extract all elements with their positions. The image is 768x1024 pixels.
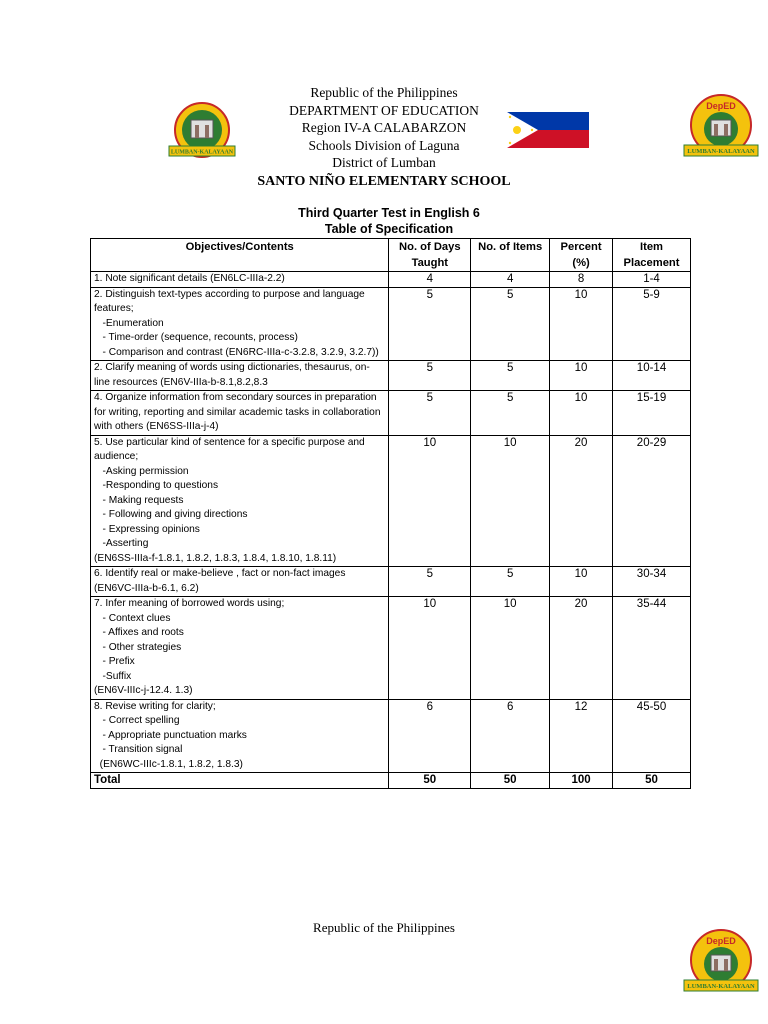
school-name: SANTO NIÑO ELEMENTARY SCHOOL: [257, 173, 511, 189]
placement-cell: 35-44: [613, 597, 691, 700]
logo-right-ribbon-text: LUMBAN-KALAYAAN: [687, 148, 755, 155]
objective-cell: 4. Organize information from secondary sources in preparation for writing, reporting and similar academic tasks in collaboration with others (EN6SS-IIIa-j-4): [91, 391, 389, 436]
next-page-header: Republic of the Philippines: [313, 920, 455, 935]
table-row: [91, 361, 691, 391]
objective-cell: 7. Infer meaning of borrowed words using; - Context clues - Affixes and roots - Other strategies - Prefix -Suffix (EN6V-IIIc-j-12.4. 1.3): [91, 597, 389, 700]
placement-cell: 1-4: [613, 272, 691, 288]
table-title: Table of Specification: [324, 222, 454, 236]
header-line-department: DEPARTMENT OF EDUCATION: [289, 102, 479, 118]
header-line-republic: Republic of the Philippines: [310, 85, 458, 100]
total-days: 50: [389, 773, 471, 789]
table-of-specification: [90, 238, 691, 789]
items-cell: 10: [471, 435, 550, 567]
header-items: No. of Items: [471, 239, 550, 272]
table-row: [91, 567, 691, 597]
objective-cell: 8. Revise writing for clarity; - Correct spelling - Appropriate punctuation marks - Transition signal (EN6WC-IIIc-1.8.1, 1.8.2, 1.8.3): [91, 699, 389, 773]
days-cell: 4: [389, 272, 471, 288]
items-cell: 5: [471, 391, 550, 436]
placement-cell: 10-14: [613, 361, 691, 391]
logo-right-brand-text: DepED: [706, 101, 736, 111]
logo-left-ribbon-text: LUMBAN-KALAYAAN: [170, 149, 234, 156]
total-label: Total: [91, 773, 389, 789]
table-row: [91, 435, 691, 567]
total-items: 50: [471, 773, 550, 789]
table-header-row: [91, 239, 691, 272]
table-row: [91, 597, 691, 700]
objective-cell: 1. Note significant details (EN6LC-IIIa-2.2): [91, 272, 389, 288]
days-cell: 5: [389, 391, 471, 436]
percent-cell: 10: [550, 287, 613, 361]
objective-cell: 5. Use particular kind of sentence for a specific purpose and audience; -Asking permission -Responding to questions - Making requests - Following and giving directions - Expressing opinions -Asserting (EN6SS-IIIa-f-1.8.1, 1.8.2, 1.8.3, 1.8.4, 1.8.10, 1.8.11): [91, 435, 389, 567]
placement-cell: 15-19: [613, 391, 691, 436]
placement-cell: 30-34: [613, 567, 691, 597]
header-line-region: Region IV-A CALABARZON: [301, 120, 467, 135]
placement-cell: 5-9: [613, 287, 691, 361]
items-cell: 4: [471, 272, 550, 288]
header-line-division: Schools Division of Laguna: [308, 137, 460, 153]
percent-cell: 20: [550, 435, 613, 567]
deped-logo-bottom-right: [682, 924, 760, 1002]
percent-cell: 20: [550, 597, 613, 700]
percent-cell: 10: [550, 361, 613, 391]
total-percent: 100: [550, 773, 613, 789]
items-cell: 10: [471, 597, 550, 700]
placement-cell: 20-29: [613, 435, 691, 567]
items-cell: 5: [471, 567, 550, 597]
table-row: [91, 699, 691, 773]
percent-cell: 8: [550, 272, 613, 288]
percent-cell: 12: [550, 699, 613, 773]
table-row: [91, 272, 691, 288]
header-days-taught: No. of Days Taught: [389, 239, 471, 272]
table-row: [91, 287, 691, 361]
percent-cell: 10: [550, 391, 613, 436]
objective-cell: 2. Distinguish text-types according to purpose and language features; -Enumeration - Time-order (sequence, recounts, process) - Comparison and contrast (EN6RC-IIIa-c-3.2.8, 3.2.9, 3.2.7)): [91, 287, 389, 361]
days-cell: 5: [389, 567, 471, 597]
objective-cell: 2. Clarify meaning of words using dictionaries, thesaurus, on-line resources (EN6V-IIIa-b-8.1,8.2,8.3: [91, 361, 389, 391]
header-percent: Percent (%): [550, 239, 613, 272]
header-placement: Item Placement: [613, 239, 691, 272]
items-cell: 6: [471, 699, 550, 773]
logo-bottom-brand-text: DepED: [706, 936, 736, 946]
days-cell: 6: [389, 699, 471, 773]
total-placement: 50: [613, 773, 691, 789]
placement-cell: 45-50: [613, 699, 691, 773]
header-line-district: District of Lumban: [332, 155, 436, 170]
header-objectives: Objectives/Contents: [91, 239, 389, 272]
days-cell: 5: [389, 361, 471, 391]
days-cell: 10: [389, 597, 471, 700]
percent-cell: 10: [550, 567, 613, 597]
items-cell: 5: [471, 287, 550, 361]
table-total-row: [91, 773, 691, 789]
table-row: [91, 391, 691, 436]
days-cell: 10: [389, 435, 471, 567]
objective-cell: 6. Identify real or make-believe , fact or non-fact images (EN6VC-IIIa-b-6.1, 6.2): [91, 567, 389, 597]
letterhead: [0, 84, 768, 190]
logo-bottom-ribbon-text: LUMBAN-KALAYAAN: [687, 983, 755, 990]
test-title: Third Quarter Test in English 6: [298, 206, 480, 220]
items-cell: 5: [471, 361, 550, 391]
days-cell: 5: [389, 287, 471, 361]
